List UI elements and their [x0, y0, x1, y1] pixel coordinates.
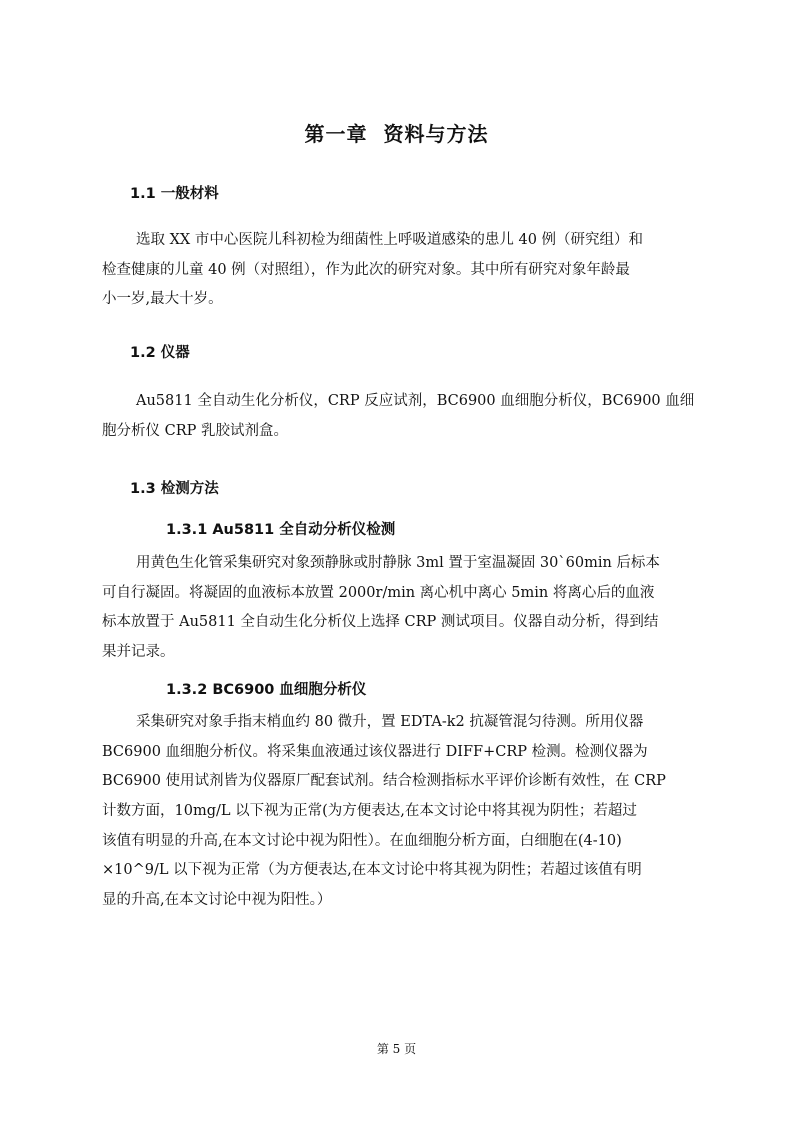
- page-number: 第 5 页: [376, 1042, 417, 1056]
- chapter-title: 第一章 资料与方法: [304, 122, 489, 146]
- section-paragraph-1-1: [102, 226, 714, 315]
- paragraph-line: 检查健康的儿童 40 例（对照组），作为此次的研究对象。其中所有研究对象年龄最: [102, 261, 630, 278]
- paragraph-line: 可自行凝固。将凝固的血液标本放置 2000r/min 离心机中离心 5min 将离心后的血液: [102, 584, 655, 601]
- paragraph-line: 选取 XX 市中心医院儿科初检为细菌性上呼吸道感染的患儿 40 例（研究组）和: [136, 232, 644, 248]
- subsection-heading-1-3-2: 1.3.2 BC6900 血细胞分析仪: [166, 682, 367, 698]
- section-paragraph-1-2: [102, 387, 714, 446]
- paragraph-line: 该值有明显的升高,在本文讨论中视为阳性）。在血细胞分析方面，白细胞在(4-10): [102, 832, 622, 849]
- paragraph-line: 胞分析仪 CRP 乳胶试剂盒。: [102, 422, 288, 439]
- paragraph-line: 采集研究对象手指末梢血约 80 微升，置 EDTA-k2 抗凝管混匀待测。所用仪器: [136, 714, 644, 730]
- subsection-paragraph-1-3-2: [102, 708, 714, 916]
- paragraph-line: 用黄色生化管采集研究对象颈静脉或肘静脉 3ml 置于室温凝固 30`60min 后标本: [136, 555, 660, 571]
- section-heading-1-1: 1.1 一般材料: [130, 186, 219, 202]
- paragraph-line: BC6900 使用试剂皆为仪器原厂配套试剂。结合检测指标水平评价诊断有效性，在 CRP: [102, 773, 666, 790]
- paragraph-line: 计数方面，10mg/L 以下视为正常(为方便表达,在本文讨论中将其视为阴性；若超过: [102, 803, 637, 820]
- section-heading-1-2: 1.2 仪器: [130, 345, 190, 361]
- subsection-paragraph-1-3-1: [102, 549, 714, 668]
- section-heading-1-3: 1.3 检测方法: [130, 481, 219, 497]
- paragraph-line: Au5811 全自动生化分析仪，CRP 反应试剂，BC6900 血细胞分析仪，BC6900 血细: [136, 393, 695, 409]
- paragraph-line: 标本放置于 Au5811 全自动生化分析仪上选择 CRP 测试项目。仪器自动分析，得到结: [102, 614, 659, 631]
- paragraph-line: 显的升高,在本文讨论中视为阳性。）: [102, 892, 332, 909]
- paragraph-line: BC6900 血细胞分析仪。将采集血液通过该仪器进行 DIFF+CRP 检测。检测仪器为: [102, 743, 648, 760]
- paragraph-line: ×10^9/L 以下视为正常（为方便表达,在本文讨论中将其视为阴性；若超过该值有明: [102, 862, 642, 879]
- subsection-heading-1-3-1: 1.3.1 Au5811 全自动分析仪检测: [166, 522, 396, 538]
- paragraph-line: 小一岁,最大十岁。: [102, 291, 223, 308]
- paragraph-line: 果并记录。: [102, 644, 175, 661]
